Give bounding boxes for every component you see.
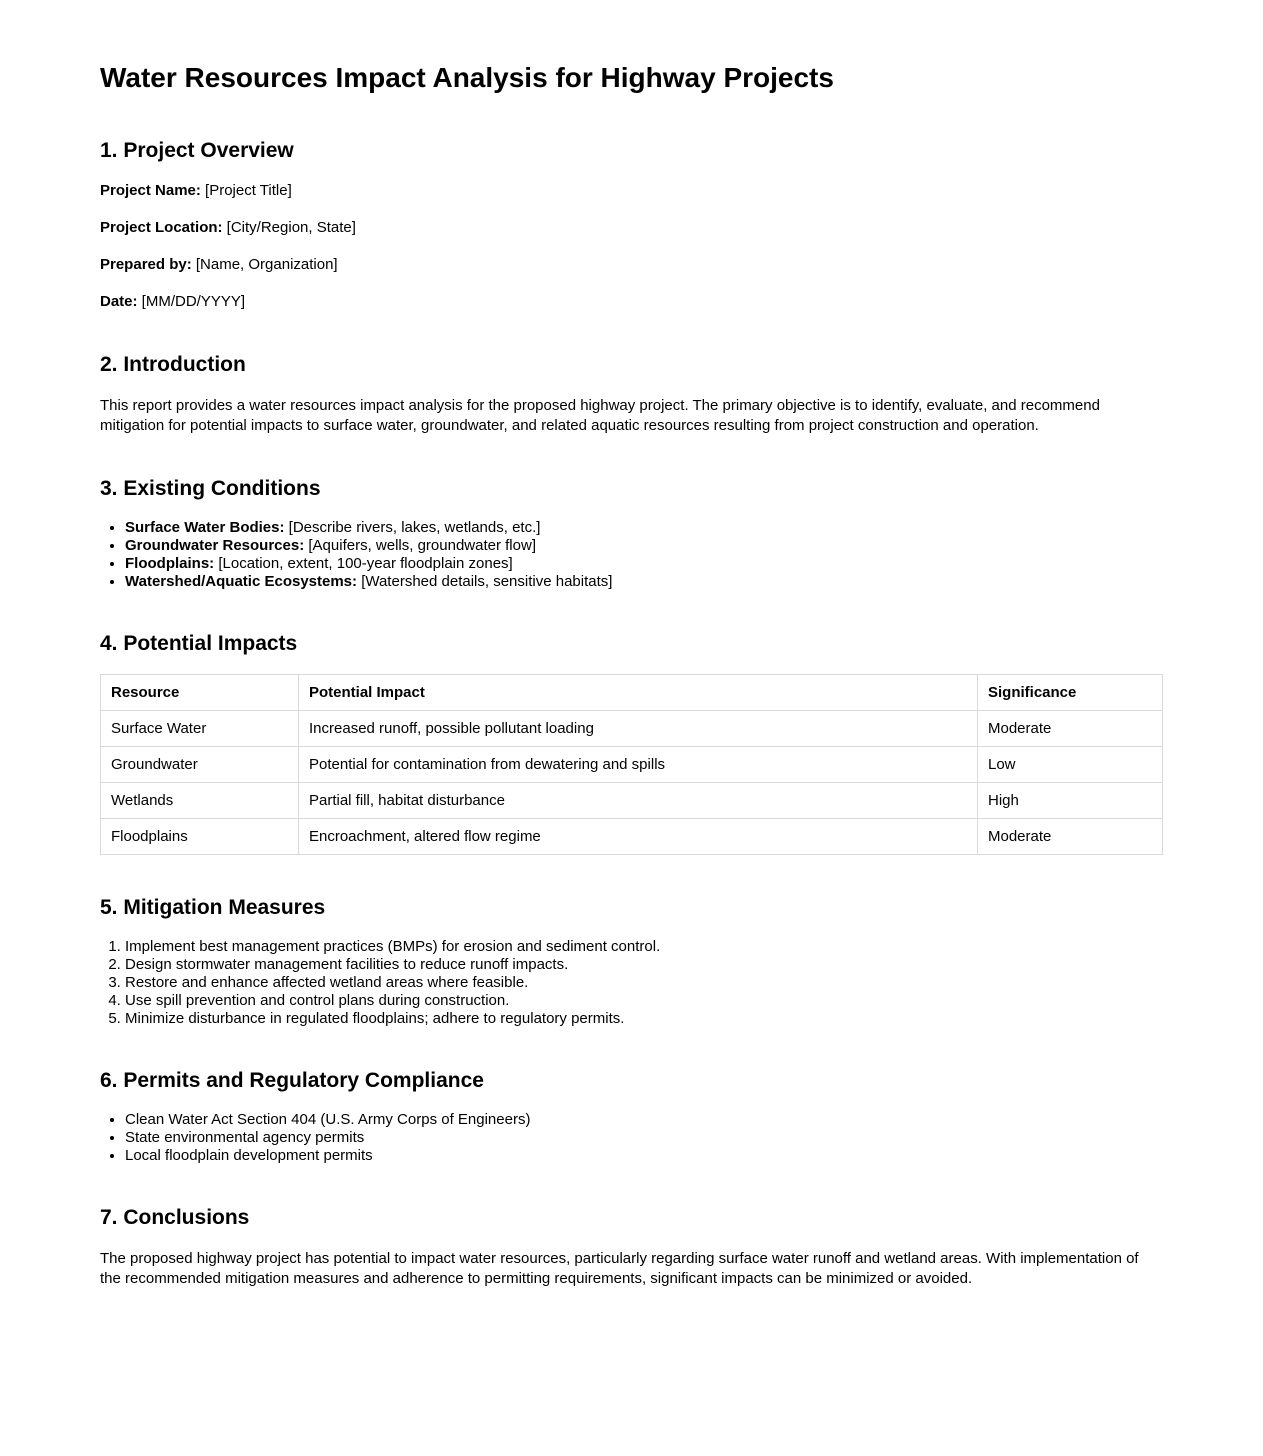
section-conclusions — [100, 1205, 1163, 1288]
cell-significance: Moderate — [978, 710, 1163, 746]
field-project-name — [100, 181, 1163, 201]
table-row — [101, 818, 1163, 854]
list-item: 2. Design stormwater management facilities to reduce runoff impacts. — [125, 956, 1163, 974]
heading-mitigation-measures: 5. Mitigation Measures — [100, 895, 326, 919]
mitigation-list — [100, 938, 1163, 1028]
list-item-text: [Location, extent, 100-year floodplain zones] — [214, 554, 513, 572]
field-label-prepared-by: Prepared by: — [100, 256, 192, 274]
field-label-project-location: Project Location: — [100, 219, 223, 237]
section-introduction — [100, 352, 1163, 435]
existing-conditions-list — [100, 519, 1163, 591]
field-value-prepared-by: [Name, Organization] — [191, 256, 338, 274]
conclusions-paragraph: The proposed highway project has potential to impact water resources, particularly regarding surface water runoff and wetland areas. With implementation of the recommended mitigation measures and adherence to permitting requirements, significant impacts can be minimized or avoided. — [100, 1249, 1139, 1287]
heading-potential-impacts: 4. Potential Impacts — [100, 631, 298, 655]
list-item — [125, 537, 1163, 555]
cell-significance: High — [978, 782, 1163, 818]
impacts-table — [100, 674, 1163, 855]
impacts-table-head — [101, 674, 1163, 710]
list-item: 3. Restore and enhance affected wetland areas where feasible. — [125, 974, 1163, 992]
list-item-label: Groundwater Resources: — [125, 536, 305, 554]
list-item: • Local floodplain development permits — [125, 1147, 1163, 1165]
list-item-label: Watershed/Aquatic Ecosystems: — [125, 572, 358, 590]
permits-list — [100, 1111, 1163, 1165]
list-item-label: Floodplains: — [125, 554, 215, 572]
field-value-date: [MM/DD/YYYY] — [137, 293, 246, 311]
field-label-date: Date: — [100, 293, 138, 311]
field-value-project-location: [City/Region, State] — [222, 219, 356, 237]
cell-resource: Wetlands — [101, 782, 299, 818]
table-header-row — [101, 674, 1163, 710]
list-item: • State environmental agency permits — [125, 1129, 1163, 1147]
cell-potential-impact: Potential for contamination from dewatering and spills — [299, 746, 978, 782]
list-item — [125, 555, 1163, 573]
list-item — [125, 573, 1163, 591]
list-item: 1. Implement best management practices (BMPs) for erosion and sediment control. — [125, 938, 1163, 956]
list-item: • Clean Water Act Section 404 (U.S. Army Corps of Engineers) — [125, 1111, 1163, 1129]
cell-resource: Floodplains — [101, 818, 299, 854]
list-item: 5. Minimize disturbance in regulated floodplains; adhere to regulatory permits. — [125, 1010, 1163, 1028]
heading-introduction: 2. Introduction — [100, 353, 246, 377]
list-item-text: [Describe rivers, lakes, wetlands, etc.] — [284, 518, 541, 536]
field-value-project-name: [Project Title] — [200, 182, 292, 200]
section-potential-impacts — [100, 631, 1163, 855]
list-item-text: [Aquifers, wells, groundwater flow] — [304, 536, 536, 554]
column-header-potential-impact: Potential Impact — [299, 674, 978, 710]
impacts-table-body — [101, 710, 1163, 854]
column-header-resource: Resource — [101, 674, 299, 710]
list-item: 4. Use spill prevention and control plans during construction. — [125, 992, 1163, 1010]
table-row — [101, 746, 1163, 782]
table-row — [101, 782, 1163, 818]
report-document — [100, 0, 1163, 1456]
heading-conclusions: 7. Conclusions — [100, 1206, 250, 1230]
cell-potential-impact: Increased runoff, possible pollutant loading — [299, 710, 978, 746]
document-title: Water Resources Impact Analysis for Highway Projects — [100, 62, 834, 93]
cell-significance: Low — [978, 746, 1163, 782]
field-date — [100, 292, 1163, 312]
introduction-paragraph: This report provides a water resources impact analysis for the proposed highway project. The primary objective is to identify, evaluate, and recommend mitigation for potential impacts to surface water, groundwater, and related aquatic resources resulting from project construction and operation. — [100, 396, 1100, 434]
column-header-significance: Significance — [978, 674, 1163, 710]
cell-potential-impact: Encroachment, altered flow regime — [299, 818, 978, 854]
list-item-label: Surface Water Bodies: — [125, 518, 285, 536]
section-permits-compliance — [100, 1068, 1163, 1165]
cell-resource: Surface Water — [101, 710, 299, 746]
list-item-text: [Watershed details, sensitive habitats] — [357, 572, 613, 590]
section-project-overview — [100, 138, 1163, 312]
section-existing-conditions — [100, 476, 1163, 591]
section-mitigation-measures — [100, 895, 1163, 1028]
table-row — [101, 710, 1163, 746]
list-item — [125, 519, 1163, 537]
heading-existing-conditions: 3. Existing Conditions — [100, 476, 321, 500]
cell-significance: Moderate — [978, 818, 1163, 854]
cell-potential-impact: Partial fill, habitat disturbance — [299, 782, 978, 818]
field-project-location — [100, 218, 1163, 238]
heading-project-overview: 1. Project Overview — [100, 139, 294, 163]
field-prepared-by — [100, 255, 1163, 275]
field-label-project-name: Project Name: — [100, 182, 201, 200]
heading-permits-compliance: 6. Permits and Regulatory Compliance — [100, 1069, 484, 1093]
cell-resource: Groundwater — [101, 746, 299, 782]
